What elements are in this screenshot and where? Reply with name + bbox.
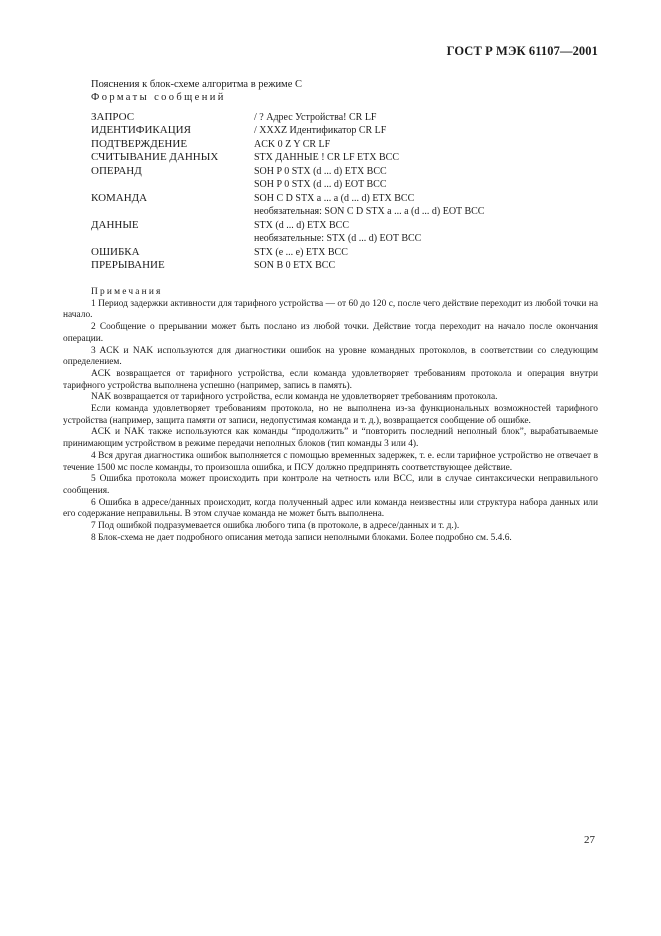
- message-name: ДАННЫЕ: [91, 218, 139, 231]
- message-name: КОМАНДА: [91, 191, 148, 204]
- note-paragraph: 6 Ошибка в адресе/данных происходит, когда полученный адрес или команда неизвестны или структура набора данных или его содержание неправильны. В этом случае команда не может быть выполнена.: [63, 497, 598, 520]
- message-format: необязательная: SON C D STX a ... a (d ... d) EOT BCC: [254, 206, 485, 218]
- message-name: ПОДТВЕРЖДЕНИЕ: [91, 137, 188, 150]
- note-paragraph: NAK возвращается от тарифного устройства, если команда не удовлетворяет требованиям протокола.: [91, 392, 498, 403]
- note-paragraph: 3 ACK и NAK используются для диагностики ошибок на уровне командных протоколов, в соответствии со следующим определением.: [63, 345, 598, 368]
- note-paragraph: ACK и NAK также используются как команды “продолжить” и “повторить последний неполный блок”, вырабатываемые принимающим устройством в режиме передачи неполных блоков (тип команды 3 или 4).: [63, 427, 598, 450]
- message-row: [91, 259, 484, 272]
- document-standard-header: ГОСТ Р МЭК 61107—2001: [446, 44, 598, 58]
- message-name: ИДЕНТИФИКАЦИЯ: [91, 124, 191, 137]
- message-name-empty: [91, 232, 254, 245]
- message-row: [91, 138, 484, 151]
- intro-block: [91, 78, 302, 104]
- message-format: STX (e ... e) ETX BCC: [254, 246, 348, 258]
- message-name-empty: [91, 205, 254, 218]
- notes-body: [63, 299, 598, 545]
- message-name: ПРЕРЫВАНИЕ: [91, 258, 165, 271]
- message-name-empty: [91, 178, 254, 191]
- message-format: STX (d ... d) ETX BCC: [254, 219, 349, 231]
- page-number: 27: [584, 834, 595, 846]
- message-row: [91, 165, 484, 178]
- message-format: SOH P 0 STX (d ... d) EOT BCC: [254, 179, 387, 191]
- intro-subtitle: Форматы сообщений: [91, 92, 226, 103]
- message-row: [91, 205, 484, 218]
- message-row: [91, 232, 484, 245]
- note-paragraph: ACK возвращается от тарифного устройства, если команда удовлетворяет требованиям протокола и операция внутри тарифного устройства выполнена успешно (например, запись в память).: [63, 368, 598, 391]
- notes-title: Примечания: [91, 287, 163, 297]
- message-format: необязательные: STX (d ... d) EOT BCC: [254, 233, 422, 245]
- message-row: [91, 151, 484, 164]
- message-row: [91, 192, 484, 205]
- message-row: [91, 246, 484, 259]
- message-name: ЗАПРОС: [91, 111, 135, 123]
- message-name: СЧИТЫВАНИЕ ДАННЫХ: [91, 151, 219, 164]
- message-format: SOH C D STX a ... a (d ... d) ETX BCC: [254, 192, 415, 204]
- note-paragraph: 4 Вся другая диагностика ошибок выполняется с помощью временных задержек, т. е. если тарифное устройство не отвечает в течение 1500 мс после команды, то произошла ошибка, и ПСУ должно предпринять соответствующее действие.: [63, 450, 598, 473]
- note-paragraph: 7 Под ошибкой подразумевается ошибка любого типа (в протоколе, в адресе/данных и т. д.).: [91, 521, 460, 532]
- note-paragraph: 1 Период задержки активности для тарифного устройства — от 60 до 120 с, после чего действие переходит из любой точки на начало.: [63, 298, 598, 321]
- message-row: [91, 111, 484, 124]
- message-format: SOH P 0 STX (d ... d) ETX BCC: [254, 165, 387, 177]
- message-name: ОПЕРАНД: [91, 164, 142, 177]
- notes-section: [63, 287, 598, 544]
- note-paragraph: 2 Сообщение о прерывании может быть послано из любой точки. Действие тогда переходит на начало после окончания операции.: [63, 322, 598, 344]
- message-formats-body: [91, 111, 484, 272]
- intro-title: Пояснения к блок-схеме алгоритма в режиме С: [91, 79, 302, 90]
- note-paragraph: 5 Ошибка протокола может происходить при контроле на четность или BCC, или в случае синтаксически неправильного сообщения.: [63, 474, 598, 496]
- message-format: SON B 0 ETX BCC: [254, 259, 336, 271]
- message-row: [91, 124, 484, 137]
- message-name: ОШИБКА: [91, 245, 140, 258]
- message-row: [91, 178, 484, 191]
- message-row: [91, 219, 484, 232]
- message-format: STX ДАННЫЕ ! CR LF ETX BCC: [254, 152, 399, 164]
- message-formats-table: [91, 111, 484, 272]
- message-format: ACK 0 Z Y CR LF: [254, 138, 331, 150]
- note-paragraph: 8 Блок-схема не дает подробного описания метода записи неполными блоками. Более подробно см. 5.4.6.: [91, 532, 512, 543]
- message-format: / XXXZ Идентификатор CR LF: [254, 125, 387, 137]
- message-format: / ? Адрес Устройства! CR LF: [254, 112, 377, 123]
- note-paragraph: Если команда удовлетворяет требованиям протокола, но не выполнена из-за функциональных возможностей тарифного устройства (например, защита памяти от записи, недопустимая команда и т. д.), возвращается сообщение об ошибке.: [63, 404, 598, 426]
